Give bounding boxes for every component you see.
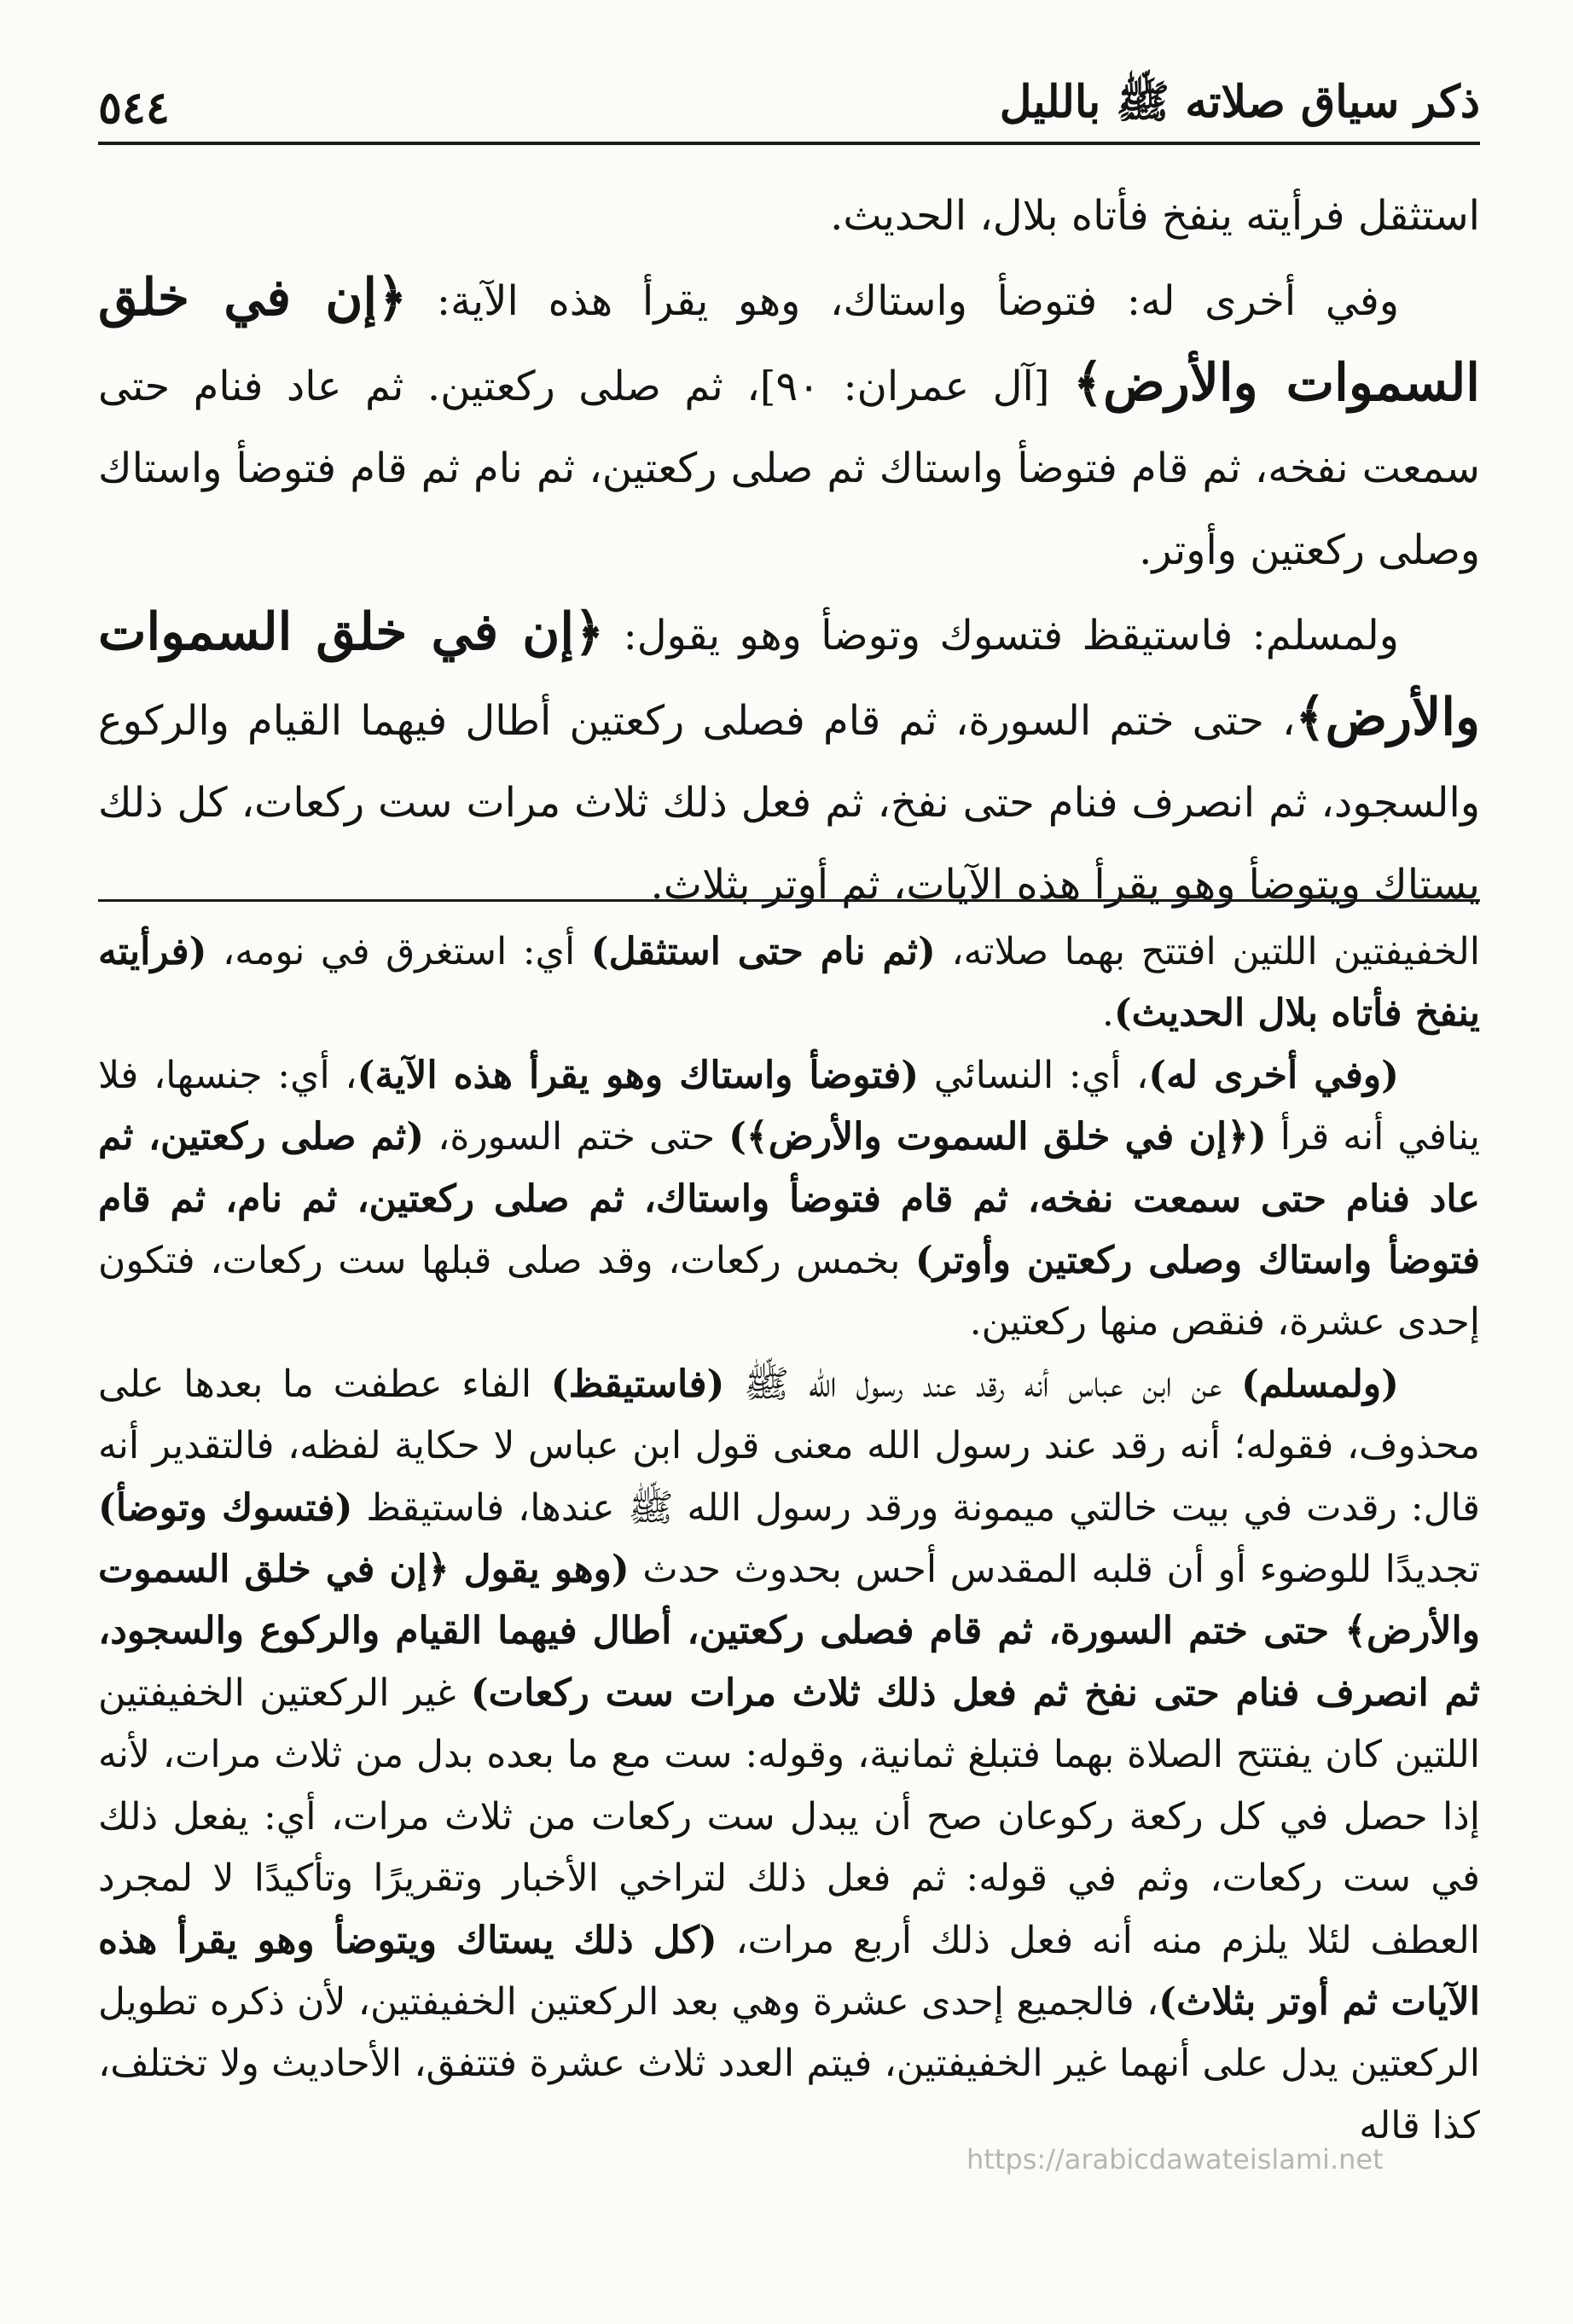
commentary-paragraph-1: الخفيفتين اللتين افتتح بهما صلاته، (ثم نام حتى استثقل) أي: استغرق في نومه، (فرأيته ينفخ فأتاه بلال الحديث). — [98, 930, 1480, 1036]
page-number: ٥٤٤ — [98, 82, 170, 134]
main-paragraph-2: وفي أخرى له: فتوضأ واستاك، وهو يقرأ هذه الآية: ﴿إن في خلق السموات والأرض﴾ [آل عمران: ٩٠]، ثم صلى ركعتين. ثم عاد فنام حتى سمعت نفخه، ثم قام فتوضأ واستاك ثم صلى ركعتين، ثم نام ثم قام فتوضأ واستاك وصلى ركعتين وأوتر. — [98, 268, 1481, 574]
running-title: ذكر سياق صلاته ﷺ بالليل — [999, 76, 1480, 128]
footnote-divider — [98, 899, 1480, 902]
main-text — [98, 175, 1480, 926]
main-paragraph-1: استثقل فرأيته ينفخ فأتاه بلال، الحديث. — [830, 192, 1480, 240]
commentary-paragraph-3: (ولمسلم) عن ابن عباس أنه رقد عند رسول الله ﷺ (فاستيقظ) الفاء عطفت ما بعدها على محذوف، فقوله؛ أنه رقد عند رسول الله معنى قول ابن عباس لا حكاية لفظه، فالتقدير أنه قال: رقدت في بيت خالتي ميمونة ورقد رسول الله ﷺ عندها، فاستيقظ (فتسوك وتوضأ) تجديدًا للوضوء أو أن قلبه المقدس أحس بحدوث حدث (وهو يقول ﴿إن في خلق السموت والأرض﴾ حتى ختم السورة، ثم قام فصلى ركعتين، أطال فيهما القيام والركوع والسجود، ثم انصرف فنام حتى نفخ ثم فعل ذلك ثلاث مرات ست ركعات) غير الركعتين الخفيفتين اللتين كان يفتتح الصلاة بهما فتبلغ ثمانية، وقوله: ست مع ما بعده بدل من ثلاث مرات، لأنه إذا حصل في كل ركعة ركوعان صح أن يبدل ست ركعات من ثلاث مرات، أي: يفعل ذلك في ست ركعات، وثم في قوله: ثم فعل ذلك لتراخي الأخبار وتقريرًا وتأكيدًا لا لمجرد العطف لئلا يلزم منه أنه فعل ذلك أربع مرات، (كل ذلك يستاك ويتوضأ وهو يقرأ هذه الآيات ثم أوتر بثلاث)، فالجميع إحدى عشرة وهي بعد الركعتين الخفيفتين، لأن ذكره تطويل الركعتين يدل على أنهما غير الخفيفتين، فيتم العدد ثلاث عشرة فتتفق، الأحاديث ولا تختلف، كذا قاله — [98, 1362, 1481, 2147]
quran-verse: ﴿إن في خلق السموات والأرض﴾ — [98, 268, 1480, 413]
commentary-paragraph-2: (وفي أخرى له)، أي: النسائي (فتوضأ واستاك وهو يقرأ هذه الآية)، أي: جنسها، فلا ينافي أنه قرأ (﴿إن في خلق السموت والأرض﴾) حتى ختم السورة، (ثم صلى ركعتين، ثم عاد فنام حتى سمعت نفخه، ثم قام فتوضأ واستاك، ثم صلى ركعتين، ثم نام، ثم قام فتوضأ واستاك وصلى ركعتين وأوتر) بخمس ركعات، وقد صلى قبلها ست ركعات، فتكون إحدى عشرة، فنقص منها ركعتين. — [98, 1053, 1480, 1345]
main-paragraph-3: ولمسلم: فاستيقظ فتسوك وتوضأ وهو يقول: ﴿إن في خلق السموات والأرض﴾، حتى ختم السورة، ثم قام فصلى ركعتين أطال فيهما القيام والركوع والسجود، ثم انصرف فنام حتى نفخ، ثم فعل ذلك ثلاث مرات ست ركعات، كل ذلك يستاك ويتوضأ وهو يقرأ هذه الآيات، ثم أوتر بثلاث. — [98, 602, 1480, 909]
quran-verse: ﴿إن في خلق السموات والأرض﴾ — [98, 602, 1480, 747]
page-header — [98, 51, 1480, 143]
source-watermark: https://arabicdawateislami.net — [966, 2143, 1384, 2176]
commentary-text — [98, 921, 1480, 2157]
header-rule — [98, 142, 1480, 145]
